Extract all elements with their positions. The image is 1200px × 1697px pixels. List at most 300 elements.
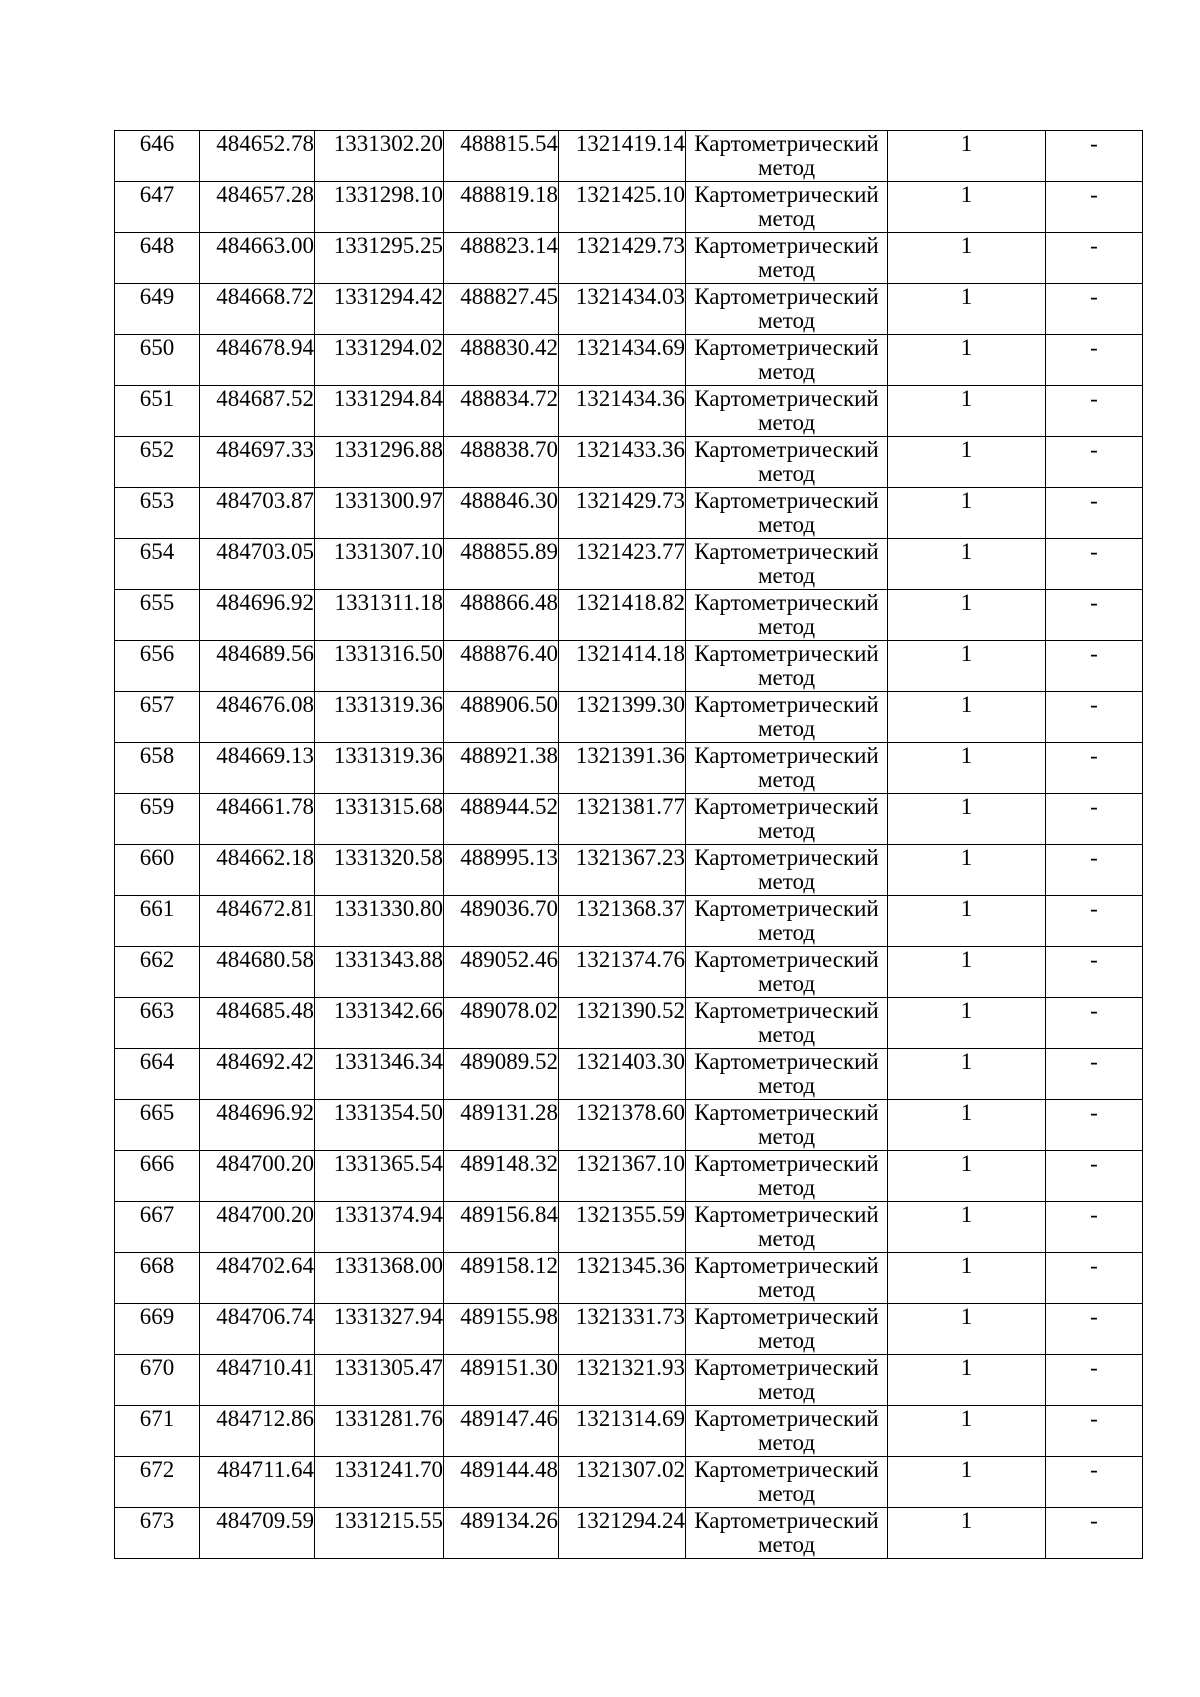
y-new-cell: 1321391.36 [559, 743, 686, 794]
method-label-line1: Картометрический [694, 131, 879, 156]
x-old-cell: 484697.33 [200, 437, 315, 488]
table-row [115, 386, 1143, 437]
x-new-cell: 488944.52 [444, 794, 559, 845]
x-new-cell: 488855.89 [444, 539, 559, 590]
x-new-cell: 489158.12 [444, 1253, 559, 1304]
point-number-cell: 659 [115, 794, 200, 845]
x-old-cell: 484700.20 [200, 1202, 315, 1253]
extra-cell: - [1046, 1406, 1143, 1457]
x-old-cell: 484662.18 [200, 845, 315, 896]
method-label-line2: метод [757, 716, 816, 741]
y-old-cell: 1331342.66 [315, 998, 444, 1049]
x-old-cell: 484668.72 [200, 284, 315, 335]
x-new-cell: 488838.70 [444, 437, 559, 488]
point-number-cell: 650 [115, 335, 200, 386]
table-row [115, 131, 1143, 182]
method-label-line2: метод [757, 1430, 816, 1455]
precision-cell: 1 [888, 1151, 1046, 1202]
method-label-line2: метод [757, 257, 816, 282]
y-old-cell: 1331320.58 [315, 845, 444, 896]
method-cell [686, 182, 888, 233]
table-row [115, 1100, 1143, 1151]
method-label-line2: метод [757, 461, 816, 486]
y-old-cell: 1331298.10 [315, 182, 444, 233]
x-new-cell: 488827.45 [444, 284, 559, 335]
point-number-cell: 651 [115, 386, 200, 437]
method-cell [686, 488, 888, 539]
y-new-cell: 1321414.18 [559, 641, 686, 692]
extra-cell: - [1046, 386, 1143, 437]
method-cell [686, 1253, 888, 1304]
x-new-cell: 488819.18 [444, 182, 559, 233]
table-row [115, 947, 1143, 998]
y-new-cell: 1321390.52 [559, 998, 686, 1049]
table-row [115, 1049, 1143, 1100]
point-number-cell: 654 [115, 539, 200, 590]
extra-cell: - [1046, 1049, 1143, 1100]
method-label-line1: Картометрический [694, 794, 879, 819]
method-label-line1: Картометрический [694, 1406, 879, 1431]
point-number-cell: 669 [115, 1304, 200, 1355]
y-old-cell: 1331330.80 [315, 896, 444, 947]
point-number-cell: 656 [115, 641, 200, 692]
method-cell [686, 998, 888, 1049]
x-new-cell: 489144.48 [444, 1457, 559, 1508]
method-label-line1: Картометрический [694, 539, 879, 564]
precision-cell: 1 [888, 233, 1046, 284]
method-label-line1: Картометрический [694, 998, 879, 1023]
y-new-cell: 1321374.76 [559, 947, 686, 998]
y-new-cell: 1321331.73 [559, 1304, 686, 1355]
method-cell [686, 233, 888, 284]
x-old-cell: 484657.28 [200, 182, 315, 233]
point-number-cell: 657 [115, 692, 200, 743]
x-new-cell: 488995.13 [444, 845, 559, 896]
x-new-cell: 488815.54 [444, 131, 559, 182]
point-number-cell: 655 [115, 590, 200, 641]
precision-cell: 1 [888, 1457, 1046, 1508]
table-row [115, 641, 1143, 692]
y-new-cell: 1321434.69 [559, 335, 686, 386]
y-old-cell: 1331295.25 [315, 233, 444, 284]
extra-cell: - [1046, 233, 1143, 284]
method-cell [686, 692, 888, 743]
x-new-cell: 488876.40 [444, 641, 559, 692]
extra-cell: - [1046, 1457, 1143, 1508]
method-cell [686, 1508, 888, 1559]
x-old-cell: 484661.78 [200, 794, 315, 845]
method-cell [686, 794, 888, 845]
extra-cell: - [1046, 794, 1143, 845]
y-new-cell: 1321429.73 [559, 488, 686, 539]
y-new-cell: 1321378.60 [559, 1100, 686, 1151]
precision-cell: 1 [888, 845, 1046, 896]
y-new-cell: 1321294.24 [559, 1508, 686, 1559]
method-label-line2: метод [757, 818, 816, 843]
method-label-line2: метод [757, 1481, 816, 1506]
y-old-cell: 1331294.42 [315, 284, 444, 335]
precision-cell: 1 [888, 1406, 1046, 1457]
table-row [115, 1202, 1143, 1253]
precision-cell: 1 [888, 590, 1046, 641]
y-old-cell: 1331296.88 [315, 437, 444, 488]
method-label-line2: метод [757, 1175, 816, 1200]
x-new-cell: 488866.48 [444, 590, 559, 641]
extra-cell: - [1046, 1355, 1143, 1406]
y-old-cell: 1331319.36 [315, 692, 444, 743]
x-new-cell: 488921.38 [444, 743, 559, 794]
x-old-cell: 484709.59 [200, 1508, 315, 1559]
point-number-cell: 662 [115, 947, 200, 998]
method-label-line1: Картометрический [694, 641, 879, 666]
x-new-cell: 489156.84 [444, 1202, 559, 1253]
point-number-cell: 653 [115, 488, 200, 539]
method-cell [686, 845, 888, 896]
y-new-cell: 1321381.77 [559, 794, 686, 845]
method-label-line2: метод [757, 206, 816, 231]
method-label-line2: метод [757, 410, 816, 435]
extra-cell: - [1046, 1253, 1143, 1304]
y-old-cell: 1331311.18 [315, 590, 444, 641]
x-new-cell: 489155.98 [444, 1304, 559, 1355]
method-label-line2: метод [757, 1022, 816, 1047]
x-new-cell: 488834.72 [444, 386, 559, 437]
x-old-cell: 484689.56 [200, 641, 315, 692]
extra-cell: - [1046, 1151, 1143, 1202]
precision-cell: 1 [888, 1253, 1046, 1304]
point-number-cell: 652 [115, 437, 200, 488]
method-label-line1: Картометрический [694, 845, 879, 870]
point-number-cell: 648 [115, 233, 200, 284]
table-row [115, 335, 1143, 386]
y-old-cell: 1331305.47 [315, 1355, 444, 1406]
extra-cell: - [1046, 284, 1143, 335]
extra-cell: - [1046, 641, 1143, 692]
y-old-cell: 1331316.50 [315, 641, 444, 692]
table-row [115, 1151, 1143, 1202]
method-cell [686, 1304, 888, 1355]
method-cell [686, 1406, 888, 1457]
y-new-cell: 1321314.69 [559, 1406, 686, 1457]
y-old-cell: 1331215.55 [315, 1508, 444, 1559]
y-old-cell: 1331302.20 [315, 131, 444, 182]
method-cell [686, 1100, 888, 1151]
table-row [115, 539, 1143, 590]
precision-cell: 1 [888, 131, 1046, 182]
point-number-cell: 660 [115, 845, 200, 896]
precision-cell: 1 [888, 488, 1046, 539]
method-label-line1: Картометрический [694, 1304, 879, 1329]
y-old-cell: 1331241.70 [315, 1457, 444, 1508]
table-row [115, 692, 1143, 743]
point-number-cell: 668 [115, 1253, 200, 1304]
precision-cell: 1 [888, 998, 1046, 1049]
method-cell [686, 947, 888, 998]
table-row [115, 1253, 1143, 1304]
extra-cell: - [1046, 1100, 1143, 1151]
x-old-cell: 484706.74 [200, 1304, 315, 1355]
point-number-cell: 671 [115, 1406, 200, 1457]
table-row [115, 845, 1143, 896]
point-number-cell: 647 [115, 182, 200, 233]
method-label-line2: метод [757, 308, 816, 333]
y-new-cell: 1321307.02 [559, 1457, 686, 1508]
method-label-line1: Картометрический [694, 1151, 879, 1176]
method-cell [686, 539, 888, 590]
x-old-cell: 484685.48 [200, 998, 315, 1049]
method-label-line2: метод [757, 614, 816, 639]
method-label-line2: метод [757, 869, 816, 894]
precision-cell: 1 [888, 947, 1046, 998]
y-old-cell: 1331374.94 [315, 1202, 444, 1253]
extra-cell: - [1046, 692, 1143, 743]
method-label-line2: метод [757, 1532, 816, 1557]
method-cell [686, 1457, 888, 1508]
x-old-cell: 484678.94 [200, 335, 315, 386]
precision-cell: 1 [888, 386, 1046, 437]
y-old-cell: 1331315.68 [315, 794, 444, 845]
precision-cell: 1 [888, 794, 1046, 845]
y-old-cell: 1331346.34 [315, 1049, 444, 1100]
y-new-cell: 1321425.10 [559, 182, 686, 233]
precision-cell: 1 [888, 284, 1046, 335]
x-new-cell: 488830.42 [444, 335, 559, 386]
extra-cell: - [1046, 896, 1143, 947]
method-label-line2: метод [757, 1073, 816, 1098]
table-row [115, 1406, 1143, 1457]
precision-cell: 1 [888, 335, 1046, 386]
method-label-line1: Картометрический [694, 743, 879, 768]
method-label-line2: метод [757, 767, 816, 792]
x-old-cell: 484703.05 [200, 539, 315, 590]
y-old-cell: 1331300.97 [315, 488, 444, 539]
precision-cell: 1 [888, 539, 1046, 590]
x-new-cell: 489147.46 [444, 1406, 559, 1457]
y-old-cell: 1331365.54 [315, 1151, 444, 1202]
y-new-cell: 1321419.14 [559, 131, 686, 182]
method-label-line1: Картометрический [694, 284, 879, 309]
table-row [115, 896, 1143, 947]
method-label-line2: метод [757, 512, 816, 537]
y-new-cell: 1321403.30 [559, 1049, 686, 1100]
point-number-cell: 665 [115, 1100, 200, 1151]
method-label-line1: Картометрический [694, 437, 879, 462]
x-new-cell: 489148.32 [444, 1151, 559, 1202]
method-cell [686, 1049, 888, 1100]
extra-cell: - [1046, 845, 1143, 896]
extra-cell: - [1046, 1508, 1143, 1559]
method-label-line1: Картометрический [694, 1100, 879, 1125]
method-label-line2: метод [757, 665, 816, 690]
x-old-cell: 484696.92 [200, 1100, 315, 1151]
precision-cell: 1 [888, 1049, 1046, 1100]
y-new-cell: 1321368.37 [559, 896, 686, 947]
point-number-cell: 667 [115, 1202, 200, 1253]
method-cell [686, 437, 888, 488]
method-label-line1: Картометрический [694, 1508, 879, 1533]
extra-cell: - [1046, 131, 1143, 182]
precision-cell: 1 [888, 1355, 1046, 1406]
y-old-cell: 1331307.10 [315, 539, 444, 590]
extra-cell: - [1046, 488, 1143, 539]
extra-cell: - [1046, 539, 1143, 590]
x-old-cell: 484687.52 [200, 386, 315, 437]
table-row [115, 998, 1143, 1049]
method-cell [686, 1355, 888, 1406]
method-label-line1: Картометрический [694, 590, 879, 615]
extra-cell: - [1046, 947, 1143, 998]
x-new-cell: 489078.02 [444, 998, 559, 1049]
x-old-cell: 484669.13 [200, 743, 315, 794]
point-number-cell: 661 [115, 896, 200, 947]
point-number-cell: 649 [115, 284, 200, 335]
point-number-cell: 646 [115, 131, 200, 182]
extra-cell: - [1046, 182, 1143, 233]
y-new-cell: 1321399.30 [559, 692, 686, 743]
table-body [115, 131, 1143, 1559]
y-old-cell: 1331343.88 [315, 947, 444, 998]
point-number-cell: 664 [115, 1049, 200, 1100]
table-row [115, 590, 1143, 641]
method-label-line2: метод [757, 155, 816, 180]
extra-cell: - [1046, 590, 1143, 641]
table-row [115, 437, 1143, 488]
point-number-cell: 673 [115, 1508, 200, 1559]
y-new-cell: 1321434.03 [559, 284, 686, 335]
precision-cell: 1 [888, 743, 1046, 794]
method-label-line1: Картометрический [694, 335, 879, 360]
coordinates-table [114, 130, 1143, 1559]
x-old-cell: 484702.64 [200, 1253, 315, 1304]
table-row [115, 794, 1143, 845]
extra-cell: - [1046, 335, 1143, 386]
x-new-cell: 488823.14 [444, 233, 559, 284]
y-new-cell: 1321429.73 [559, 233, 686, 284]
x-old-cell: 484672.81 [200, 896, 315, 947]
method-cell [686, 590, 888, 641]
y-new-cell: 1321423.77 [559, 539, 686, 590]
method-label-line1: Картометрический [694, 1253, 879, 1278]
method-label-line1: Картометрический [694, 488, 879, 513]
precision-cell: 1 [888, 1202, 1046, 1253]
precision-cell: 1 [888, 437, 1046, 488]
precision-cell: 1 [888, 182, 1046, 233]
point-number-cell: 666 [115, 1151, 200, 1202]
table-row [115, 488, 1143, 539]
method-label-line2: метод [757, 1328, 816, 1353]
method-label-line1: Картометрический [694, 182, 879, 207]
x-old-cell: 484680.58 [200, 947, 315, 998]
x-old-cell: 484696.92 [200, 590, 315, 641]
method-cell [686, 641, 888, 692]
method-cell [686, 284, 888, 335]
table-row [115, 1457, 1143, 1508]
y-new-cell: 1321418.82 [559, 590, 686, 641]
method-cell [686, 131, 888, 182]
point-number-cell: 672 [115, 1457, 200, 1508]
x-new-cell: 489151.30 [444, 1355, 559, 1406]
table-row [115, 1304, 1143, 1355]
extra-cell: - [1046, 1202, 1143, 1253]
method-label-line2: метод [757, 920, 816, 945]
x-new-cell: 488906.50 [444, 692, 559, 743]
method-label-line1: Картометрический [694, 1457, 879, 1482]
y-old-cell: 1331281.76 [315, 1406, 444, 1457]
precision-cell: 1 [888, 692, 1046, 743]
point-number-cell: 663 [115, 998, 200, 1049]
precision-cell: 1 [888, 1304, 1046, 1355]
table-row [115, 1355, 1143, 1406]
x-old-cell: 484703.87 [200, 488, 315, 539]
extra-cell: - [1046, 743, 1143, 794]
x-new-cell: 489134.26 [444, 1508, 559, 1559]
method-label-line1: Картометрический [694, 947, 879, 972]
x-old-cell: 484710.41 [200, 1355, 315, 1406]
y-old-cell: 1331294.02 [315, 335, 444, 386]
method-label-line2: метод [757, 1124, 816, 1149]
x-old-cell: 484700.20 [200, 1151, 315, 1202]
method-label-line1: Картометрический [694, 692, 879, 717]
y-old-cell: 1331327.94 [315, 1304, 444, 1355]
extra-cell: - [1046, 1304, 1143, 1355]
x-old-cell: 484676.08 [200, 692, 315, 743]
table-row [115, 1508, 1143, 1559]
table-row [115, 233, 1143, 284]
x-new-cell: 489089.52 [444, 1049, 559, 1100]
precision-cell: 1 [888, 1508, 1046, 1559]
y-new-cell: 1321433.36 [559, 437, 686, 488]
method-label-line1: Картометрический [694, 896, 879, 921]
x-new-cell: 489052.46 [444, 947, 559, 998]
y-new-cell: 1321367.10 [559, 1151, 686, 1202]
x-old-cell: 484692.42 [200, 1049, 315, 1100]
y-old-cell: 1331319.36 [315, 743, 444, 794]
method-cell [686, 335, 888, 386]
point-number-cell: 670 [115, 1355, 200, 1406]
y-new-cell: 1321367.23 [559, 845, 686, 896]
table-row [115, 284, 1143, 335]
table-row [115, 182, 1143, 233]
table-row [115, 743, 1143, 794]
point-number-cell: 658 [115, 743, 200, 794]
method-label-line1: Картометрический [694, 233, 879, 258]
x-new-cell: 488846.30 [444, 488, 559, 539]
y-new-cell: 1321434.36 [559, 386, 686, 437]
y-new-cell: 1321321.93 [559, 1355, 686, 1406]
method-label-line2: метод [757, 1277, 816, 1302]
x-new-cell: 489036.70 [444, 896, 559, 947]
method-label-line1: Картометрический [694, 386, 879, 411]
x-old-cell: 484652.78 [200, 131, 315, 182]
precision-cell: 1 [888, 896, 1046, 947]
method-label-line2: метод [757, 563, 816, 588]
x-new-cell: 489131.28 [444, 1100, 559, 1151]
y-old-cell: 1331354.50 [315, 1100, 444, 1151]
method-label-line1: Картометрический [694, 1355, 879, 1380]
method-label-line2: метод [757, 1226, 816, 1251]
method-label-line1: Картометрический [694, 1202, 879, 1227]
method-cell [686, 1151, 888, 1202]
method-cell [686, 896, 888, 947]
y-new-cell: 1321355.59 [559, 1202, 686, 1253]
x-old-cell: 484663.00 [200, 233, 315, 284]
method-label-line2: метод [757, 1379, 816, 1404]
extra-cell: - [1046, 437, 1143, 488]
method-cell [686, 386, 888, 437]
precision-cell: 1 [888, 1100, 1046, 1151]
y-new-cell: 1321345.36 [559, 1253, 686, 1304]
method-label-line2: метод [757, 359, 816, 384]
